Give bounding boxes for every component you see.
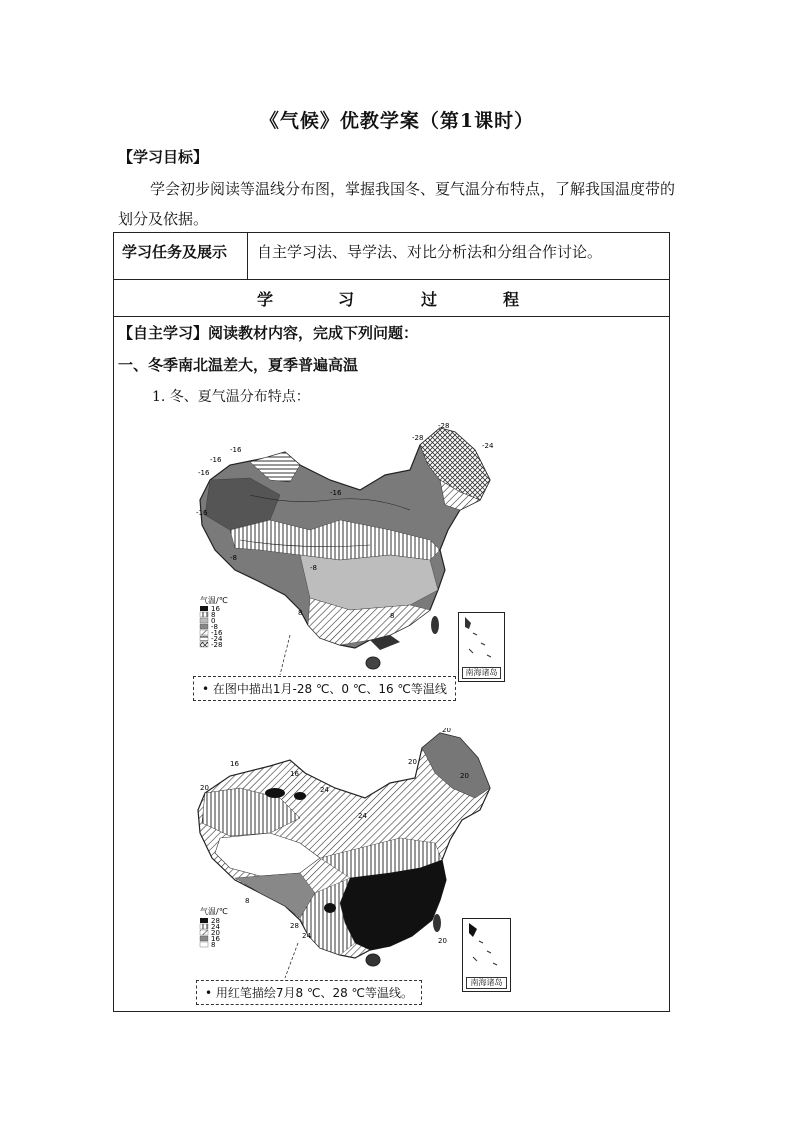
isotherm-label: 20 [200,784,209,792]
self-study-instruction: 阅读教材内容，完成下列问题： [208,324,419,342]
process-char: 习 [338,290,355,309]
process-char: 学 [257,290,274,309]
isotherm-label: 20 [460,772,469,780]
objective-text: 学会初步阅读等温线分布图，掌握我国冬、夏气温分布特点，了解我国温度带的划分及依据。 [118,180,676,228]
inset-label: 南海诸岛 [462,667,501,679]
legend-title: 气温/℃ [200,596,228,605]
task-value: 自主学习法、导学法、对比分析法和分组合作讨论。 [257,243,603,261]
isotherm-label: -24 [482,442,494,450]
isotherm-label: -8 [230,554,237,562]
isotherm-label: 8 [245,897,250,905]
item-label: 1. 冬、夏气温分布特点： [152,389,310,405]
legend-value: -24 [211,635,223,643]
section-heading: 一、冬季南北温差大，夏季普遍高温 [118,356,359,374]
legend-value: 8 [211,611,216,619]
isotherm-label: 28 [290,922,299,930]
process-char: 程 [503,290,520,309]
legend-title: 气温/℃ [200,907,228,916]
legend-value: -16 [211,629,223,637]
legend-value: 28 [211,917,220,925]
isotherm-label: -16 [330,489,342,497]
isotherm-label: 8 [298,609,303,617]
legend-value: 16 [211,935,220,943]
process-header [114,280,669,317]
isotherm-label: 24 [358,812,367,820]
legend-value: -28 [211,641,223,649]
legend-value: 8 [211,941,216,949]
isotherm-label: 20 [438,937,447,945]
legend-value: -8 [211,623,218,631]
self-study-tag: 【自主学习】 [118,324,209,342]
legend-value: 20 [211,929,220,937]
task-label: 学习任务及展示 [114,233,248,279]
self-study-heading [118,322,418,343]
july-temperature-map [190,728,520,1018]
isotherm-label: -28 [412,434,424,442]
isotherm-label: 16 [230,760,239,768]
july-callout: • 用红笔描绘7月8 ℃、28 ℃等温线。 [196,980,422,1005]
isotherm-label: -8 [310,564,317,572]
isotherm-label: 24 [302,932,311,940]
process-char: 过 [421,290,438,309]
legend-value: 24 [211,923,220,931]
inset-label: 南海诸岛 [466,977,507,989]
isotherm-label: 8 [390,612,395,620]
objective-heading: 【学习目标】 [118,148,209,166]
legend-value: 16 [211,605,220,613]
isotherm-label: -16 [210,456,222,464]
isotherm-label: 16 [290,770,299,778]
south-china-sea-inset [458,612,505,682]
isotherm-label: 24 [320,786,329,794]
isotherm-label: 20 [408,758,417,766]
legend-value: 0 [211,617,216,625]
isotherm-label: -28 [438,422,450,430]
isotherm-label: 20 [442,728,451,734]
january-temperature-map [190,420,510,700]
task-row [114,233,669,280]
south-china-sea-inset [462,918,511,992]
isotherm-label: -16 [196,509,208,517]
isotherm-label: -16 [230,446,242,454]
isotherm-label: -16 [198,469,210,477]
january-callout: • 在图中描出1月-28 ℃、0 ℃、16 ℃等温线 [193,676,456,701]
page-title: 《气候》优教学案（第1课时） [259,110,535,132]
